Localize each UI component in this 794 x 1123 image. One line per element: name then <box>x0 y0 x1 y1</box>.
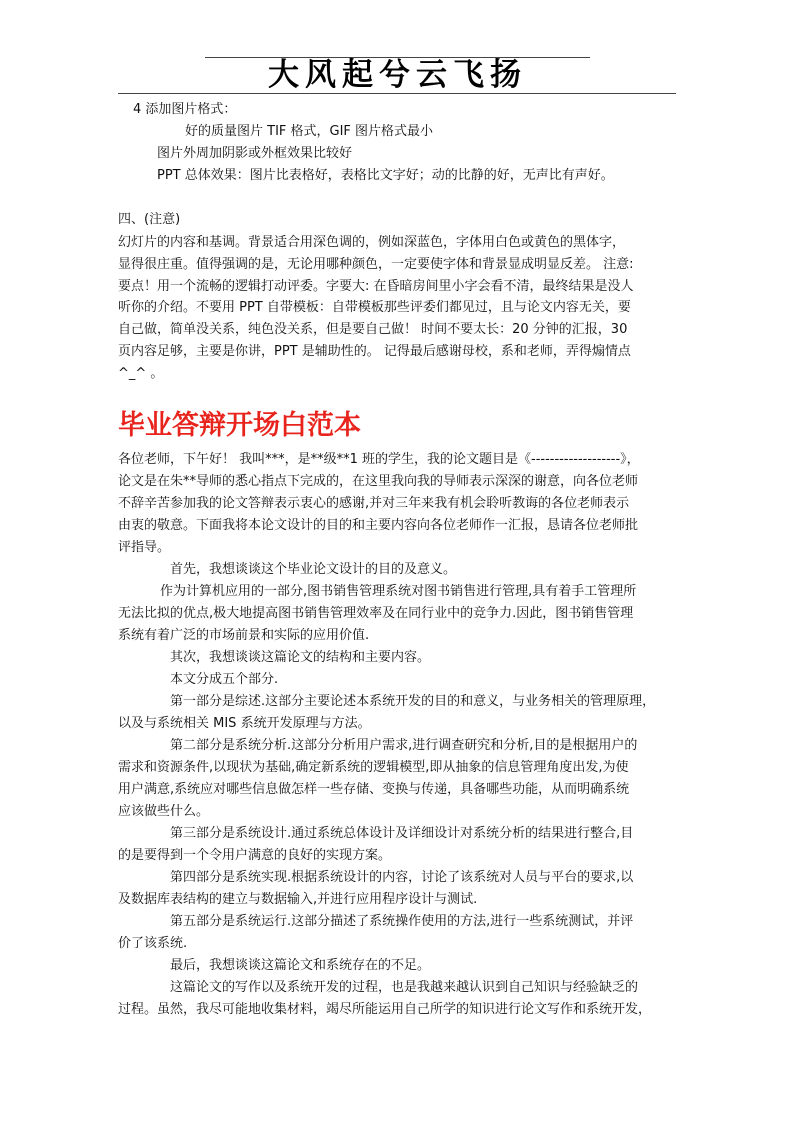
body-line: 首先，我想谈谈这个毕业论文设计的目的及意义。 <box>170 562 457 577</box>
body-line: 及数据库表结构的建立与数据输入,并进行应用程序设计与测试. <box>118 892 478 907</box>
body-line: 要点！用一个流畅的逻辑打动评委。字要大: 在昏暗房间里小字会看不清，最终结果是没人 <box>118 279 634 294</box>
body-line: 本文分成五个部分. <box>170 672 279 687</box>
body-line: 评指导。 <box>118 540 171 555</box>
body-line: 价了该系统. <box>118 936 188 951</box>
body-line: 用户满意,系统应对哪些信息做怎样一些存储、变换与传递，具备哪些功能，从而明确系统 <box>118 782 630 797</box>
body-line: 应该做些什么。 <box>118 804 210 819</box>
body-line: 其次，我想谈谈这篇论文的结构和主要内容。 <box>170 650 431 665</box>
body-line: 第二部分是系统分析.这部分分析用户需求,进行调查研究和分析,目的是根据用户的 <box>170 738 638 753</box>
body-line: PPT 总体效果：图片比表格好，表格比文字好；动的比静的好，无声比有声好。 <box>157 168 614 183</box>
body-line: 第一部分是综述.这部分主要论述本系统开发的目的和意义，与业务相关的管理原理， <box>170 694 656 709</box>
body-line: 显得很庄重。值得强调的是，无论用哪种颜色，一定要使字体和背景显成明显反差。 注意: <box>118 257 634 272</box>
body-line: 论文是在朱**导师的悉心指点下完成的，在这里我向我的导师表示深深的谢意，向各位老师 <box>118 474 639 489</box>
body-line: 不辞辛苦参加我的论文答辩表示衷心的感谢,并对三年来我有机会聆听教诲的各位老师表示 <box>118 496 630 511</box>
body-line: 页内容足够，主要是你讲，PPT 是辅助性的。 记得最后感谢母校，系和老师，弄得煽情点 <box>118 344 631 359</box>
header-rule-bottom <box>118 93 676 94</box>
body-line: 好的质量图片 TIF 格式，GIF 图片格式最小 <box>185 124 434 139</box>
body-line: 以及与系统相关 MIS 系统开发原理与方法。 <box>118 716 371 731</box>
body-line: 最后，我想谈谈这篇论文和系统存在的不足。 <box>170 958 431 973</box>
section-heading: 四、(注意) <box>118 212 181 227</box>
body-line: 幻灯片的内容和基调。背景适合用深色调的，例如深蓝色，字体用白色或黄色的黑体字， <box>118 235 626 250</box>
body-line: 的是要得到一个令用户满意的良好的实现方案。 <box>118 848 392 863</box>
body-line: 各位老师，下午好！ 我叫***，是**级**1 班的学生，我的论文题目是《-------------------》， <box>118 452 640 467</box>
body-line: 4 添加图片格式： <box>133 102 237 117</box>
body-line: 需求和资源条件,以现状为基础,确定新系统的逻辑模型,即从抽象的信息管理角度出发,为使 <box>118 760 629 775</box>
body-line: 自己做，简单没关系，纯色没关系，但是要自己做！ 时间不要太长：20 分钟的汇报，30 <box>118 322 628 337</box>
body-line: 图片外周加阴影或外框效果比较好 <box>157 146 353 161</box>
body-line: 系统有着广泛的市场前景和实际的应用价值. <box>118 628 370 643</box>
body-line: 第四部分是系统实现.根据系统设计的内容，讨论了该系统对人员与平台的要求,以 <box>170 870 634 885</box>
body-line: 过程。虽然，我尽可能地收集材料，竭尽所能运用自己所学的知识进行论文写作和系统开发， <box>118 1002 652 1017</box>
body-line: 第三部分是系统设计.通过系统总体设计及详细设计对系统分析的结果进行整合,目 <box>170 826 634 841</box>
speech-template-title: 毕业答辩开场白范本 <box>118 410 361 441</box>
body-line: 由衷的敬意。下面我将本论文设计的目的和主要内容向各位老师作一汇报，恳请各位老师批 <box>118 518 639 533</box>
header-calligraphy-title: 大风起兮云飞扬 <box>268 57 527 93</box>
body-line: 无法比拟的优点,极大地提高图书销售管理效率及在同行业中的竞争力.因此，图书销售管理 <box>118 606 634 621</box>
body-line: 听你的介绍。不要用 PPT 自带模板：自带模板那些评委们都见过，且与论文内容无关，要 <box>118 300 631 315</box>
body-line: 这篇论文的写作以及系统开发的过程，也是我越来越认识到自己知识与经验缺乏的 <box>170 980 639 995</box>
body-line: 第五部分是系统运行.这部分描述了系统操作使用的方法,进行一些系统测试，并评 <box>170 914 634 929</box>
body-line: ^_^ 。 <box>118 366 164 381</box>
body-line: 作为计算机应用的一部分,图书销售管理系统对图书销售进行管理,具有着手工管理所 <box>160 584 637 599</box>
